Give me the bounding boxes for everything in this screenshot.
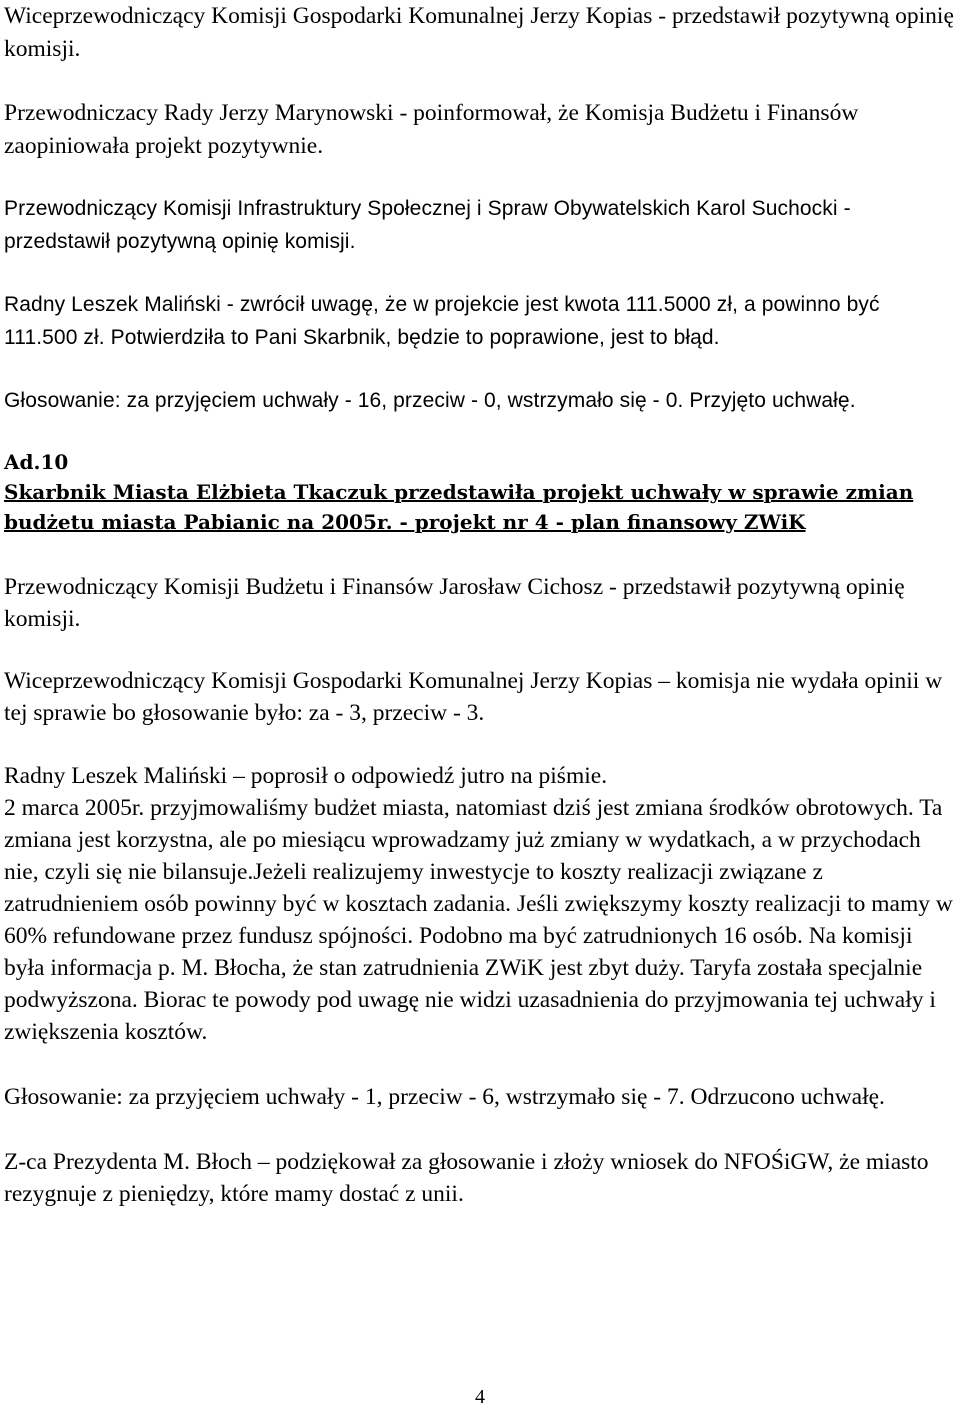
document-page	[4, 0, 956, 1210]
page-number: 4	[475, 1386, 485, 1408]
paragraph-malinski-request: Radny Leszek Maliński – poprosił o odpowiedź jutro na piśmie.	[4, 763, 608, 789]
agenda-item-label: Ad.10	[4, 450, 69, 474]
paragraph-suchocki-opinion: Przewodniczący Komisji Infrastruktury Społecznej i Spraw Obywatelskich Karol Suchocki - przedstawił pozytywną opinię komisji.	[4, 197, 851, 253]
paragraph-kopias-no-opinion: Wiceprzewodniczący Komisji Gospodarki Komunalnej Jerzy Kopias – komisja nie wydała opinii w tej sprawie bo głosowanie było: za - 3, przeciw - 3.	[4, 668, 943, 726]
paragraph-malinski-remark: Radny Leszek Maliński - zwrócił uwagę, że w projekcie jest kwota 111.5000 zł, a powinno być 111.500 zł. Potwierdziła to Pani Skarbnik, będzie to poprawione, jest to błąd.	[4, 293, 880, 349]
paragraph-bloch-statement: Z-ca Prezydenta M. Błoch – podziękował za głosowanie i złoży wniosek do NFOŚiGW, że miasto rezygnuje z pieniędzy, które mamy dostać z unii.	[4, 1149, 929, 1207]
paragraph-cichosz-opinion: Przewodniczący Komisji Budżetu i Finansów Jarosław Cichosz - przedstawił pozytywną opinię komisji.	[4, 574, 905, 632]
paragraph-kopias-opinion: Wiceprzewodniczący Komisji Gospodarki Komunalnej Jerzy Kopias - przedstawił pozytywną opinię komisji.	[4, 3, 954, 62]
paragraph-vote-result-1: Głosowanie: za przyjęciem uchwały - 16, przeciw - 0, wstrzymało się - 0. Przyjęto uchwałę.	[4, 389, 856, 412]
paragraph-marynowski-info: Przewodniczacy Rady Jerzy Marynowski - poinformował, że Komisja Budżetu i Finansów zaopiniowała projekt pozytywnie.	[4, 100, 859, 159]
agenda-item-title: Skarbnik Miasta Elżbieta Tkaczuk przedstawiła projekt uchwały w sprawie zmian budżetu miasta Pabianic na 2005r. - projekt nr 4 - plan finansowy ZWiK	[4, 480, 914, 534]
paragraph-vote-result-2: Głosowanie: za przyjęciem uchwały - 1, przeciw - 6, wstrzymało się - 7. Odrzucono uchwałę.	[4, 1084, 885, 1110]
paragraph-budget-discussion: 2 marca 2005r. przyjmowaliśmy budżet miasta, natomiast dziś jest zmiana środków obrotowych. Ta zmiana jest korzystna, ale po miesiącu wprowadzamy już zmiany w wydatkach, a w przychodach nie, czyli się nie bilansuje.Jeżeli realizujemy inwestycje to koszty realizacji związane z zatrudnieniem osób powinny być w kosztach zadania. Jeśli zwiększymy koszty realizacji to mamy w 60% refundowane przez fundusz spójności. Podobno ma być zatrudnionych 16 osób. Na komisji była informacja p. M. Błocha, że stan zatrudnienia ZWiK jest zbyt duży. Taryfa została specjalnie podwyższona. Biorac te powody pod uwagę nie widzi uzasadnienia do przyjmowania tej uchwały i zwiększenia kosztów.	[4, 795, 953, 1045]
